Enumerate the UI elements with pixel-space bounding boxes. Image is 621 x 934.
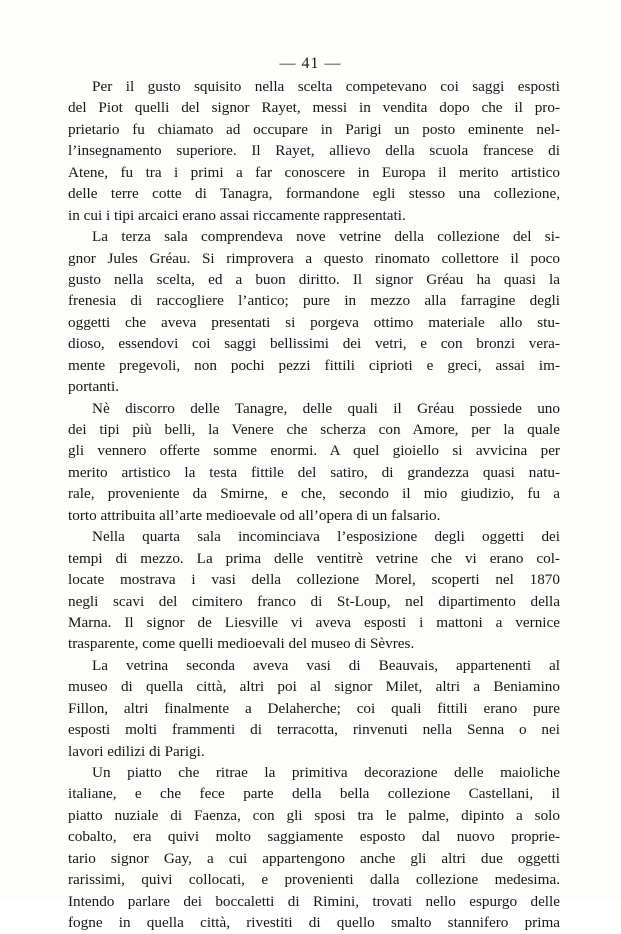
text-line: gli vennero offerte somme enormi. A quel gioiello si avvicina per bbox=[68, 442, 560, 460]
text-line: dei tipi più belli, la Venere che scherza con Amore, per la quale bbox=[68, 421, 560, 438]
text-line: La vetrina seconda aveva vasi di Beauvais, appartenenti al bbox=[92, 656, 560, 674]
text-line: tario signor Gay, a cui appartengono anche gli altri due oggetti bbox=[68, 849, 560, 867]
page-number: — 41 — bbox=[279, 55, 342, 72]
text-line: lavori edilizi di Parigi. bbox=[68, 742, 205, 760]
text-line: Un piatto che ritrae la primitiva decorazione delle maioliche bbox=[92, 764, 560, 781]
text-line: del Piot quelli del signor Rayet, messi in vendita dopo che il pro- bbox=[68, 99, 560, 117]
text-line: gusto nella scelta, ed a buon diritto. Il signor Gréau ha quasi la bbox=[68, 270, 560, 288]
text-line: esposti molti frammenti di terracotta, rinvenuti nella Senna o nei bbox=[68, 721, 560, 739]
text-line: negli scavi del cimitero franco di St-Loup, nel dipartimento della bbox=[68, 592, 560, 610]
text-line: portanti. bbox=[68, 378, 120, 396]
text-line: Per il gusto squisito nella scelta competevano coi saggi esposti bbox=[92, 78, 560, 95]
text-line: Nè discorro delle Tanagre, delle quali il Gréau possiede uno bbox=[92, 399, 560, 417]
text-line: Atene, fu tra i primi a far conoscere in Europa il merito artistico bbox=[68, 163, 560, 181]
text-line: merito artistico la testa fittile del satiro, di grandezza quasi natu- bbox=[68, 463, 560, 481]
text-line: museo di quella città, altri poi al signor Milet, altri a Beniamino bbox=[68, 678, 560, 696]
text-line: fogne in quella città, rivestiti di quello smalto stannifero prima bbox=[68, 914, 560, 932]
text-line: locate mostrava i vasi della collezione Morel, scoperti nel 1870 bbox=[68, 571, 560, 589]
body-text bbox=[68, 76, 560, 934]
text-line: gnor Jules Gréau. Si rimprovera a questo rinomato collettore il poco bbox=[68, 249, 560, 267]
text-line: trasparente, come quelli medioevali del museo di Sèvres. bbox=[68, 635, 415, 653]
text-line: Fillon, altri finalmente a Delaherche; coi quali fittili erano pure bbox=[68, 699, 560, 717]
text-line: Intendo parlare dei boccaletti di Rimini, trovati nello espurgo delle bbox=[68, 892, 560, 910]
text-line: oggetti che aveva presentati si porgeva ottimo materiale allo stu- bbox=[68, 313, 560, 331]
text-line: piatto nuziale di Faenza, con gli sposi tra le palme, dipinto a solo bbox=[68, 806, 560, 824]
text-line: mente pregevoli, non pochi pezzi fittili ciprioti e greci, assai im- bbox=[68, 356, 560, 374]
text-line: in cui i tipi arcaici erano assai riccamente rappresentati. bbox=[68, 206, 406, 224]
text-line: rarissimi, quivi collocati, e provenienti dalla collezione medesima. bbox=[68, 871, 560, 889]
text-line: prietario fu chiamato ad occupare in Parigi un posto eminente nel- bbox=[68, 120, 560, 138]
text-line: delle terre cotte di Tanagra, formandone egli stesso una collezione, bbox=[68, 185, 560, 203]
text-line: l’insegnamento superiore. Il Rayet, allievo della scuola francese di bbox=[68, 142, 560, 160]
text-line: Marna. Il signor de Liesville vi aveva esposti i mattoni a vernice bbox=[68, 613, 560, 631]
text-line: tempi di mezzo. La prima delle ventitrè vetrine che vi erano col- bbox=[68, 549, 560, 567]
text-line: torto attribuita all’arte medioevale od all’opera di un falsario. bbox=[68, 506, 441, 524]
text-line: La terza sala comprendeva nove vetrine della collezione del si- bbox=[92, 228, 560, 246]
text-line: italiane, e che fece parte della bella collezione Castellani, il bbox=[68, 785, 560, 803]
text-line: frenesia di raccogliere l’antico; pure in mezzo alla farragine degli bbox=[68, 292, 560, 310]
text-line: Nella quarta sala incominciava l’esposizione degli oggetti dei bbox=[92, 528, 560, 546]
text-line: dioso, essendovi coi saggi bellissimi dei vetri, e con bronzi vera- bbox=[68, 335, 560, 353]
text-line: rale, proveniente da Smirne, e che, secondo il mio giudizio, fu a bbox=[68, 485, 560, 503]
text-line: cobalto, era quivi molto saggiamente esposto dal nuovo proprie- bbox=[68, 828, 560, 846]
